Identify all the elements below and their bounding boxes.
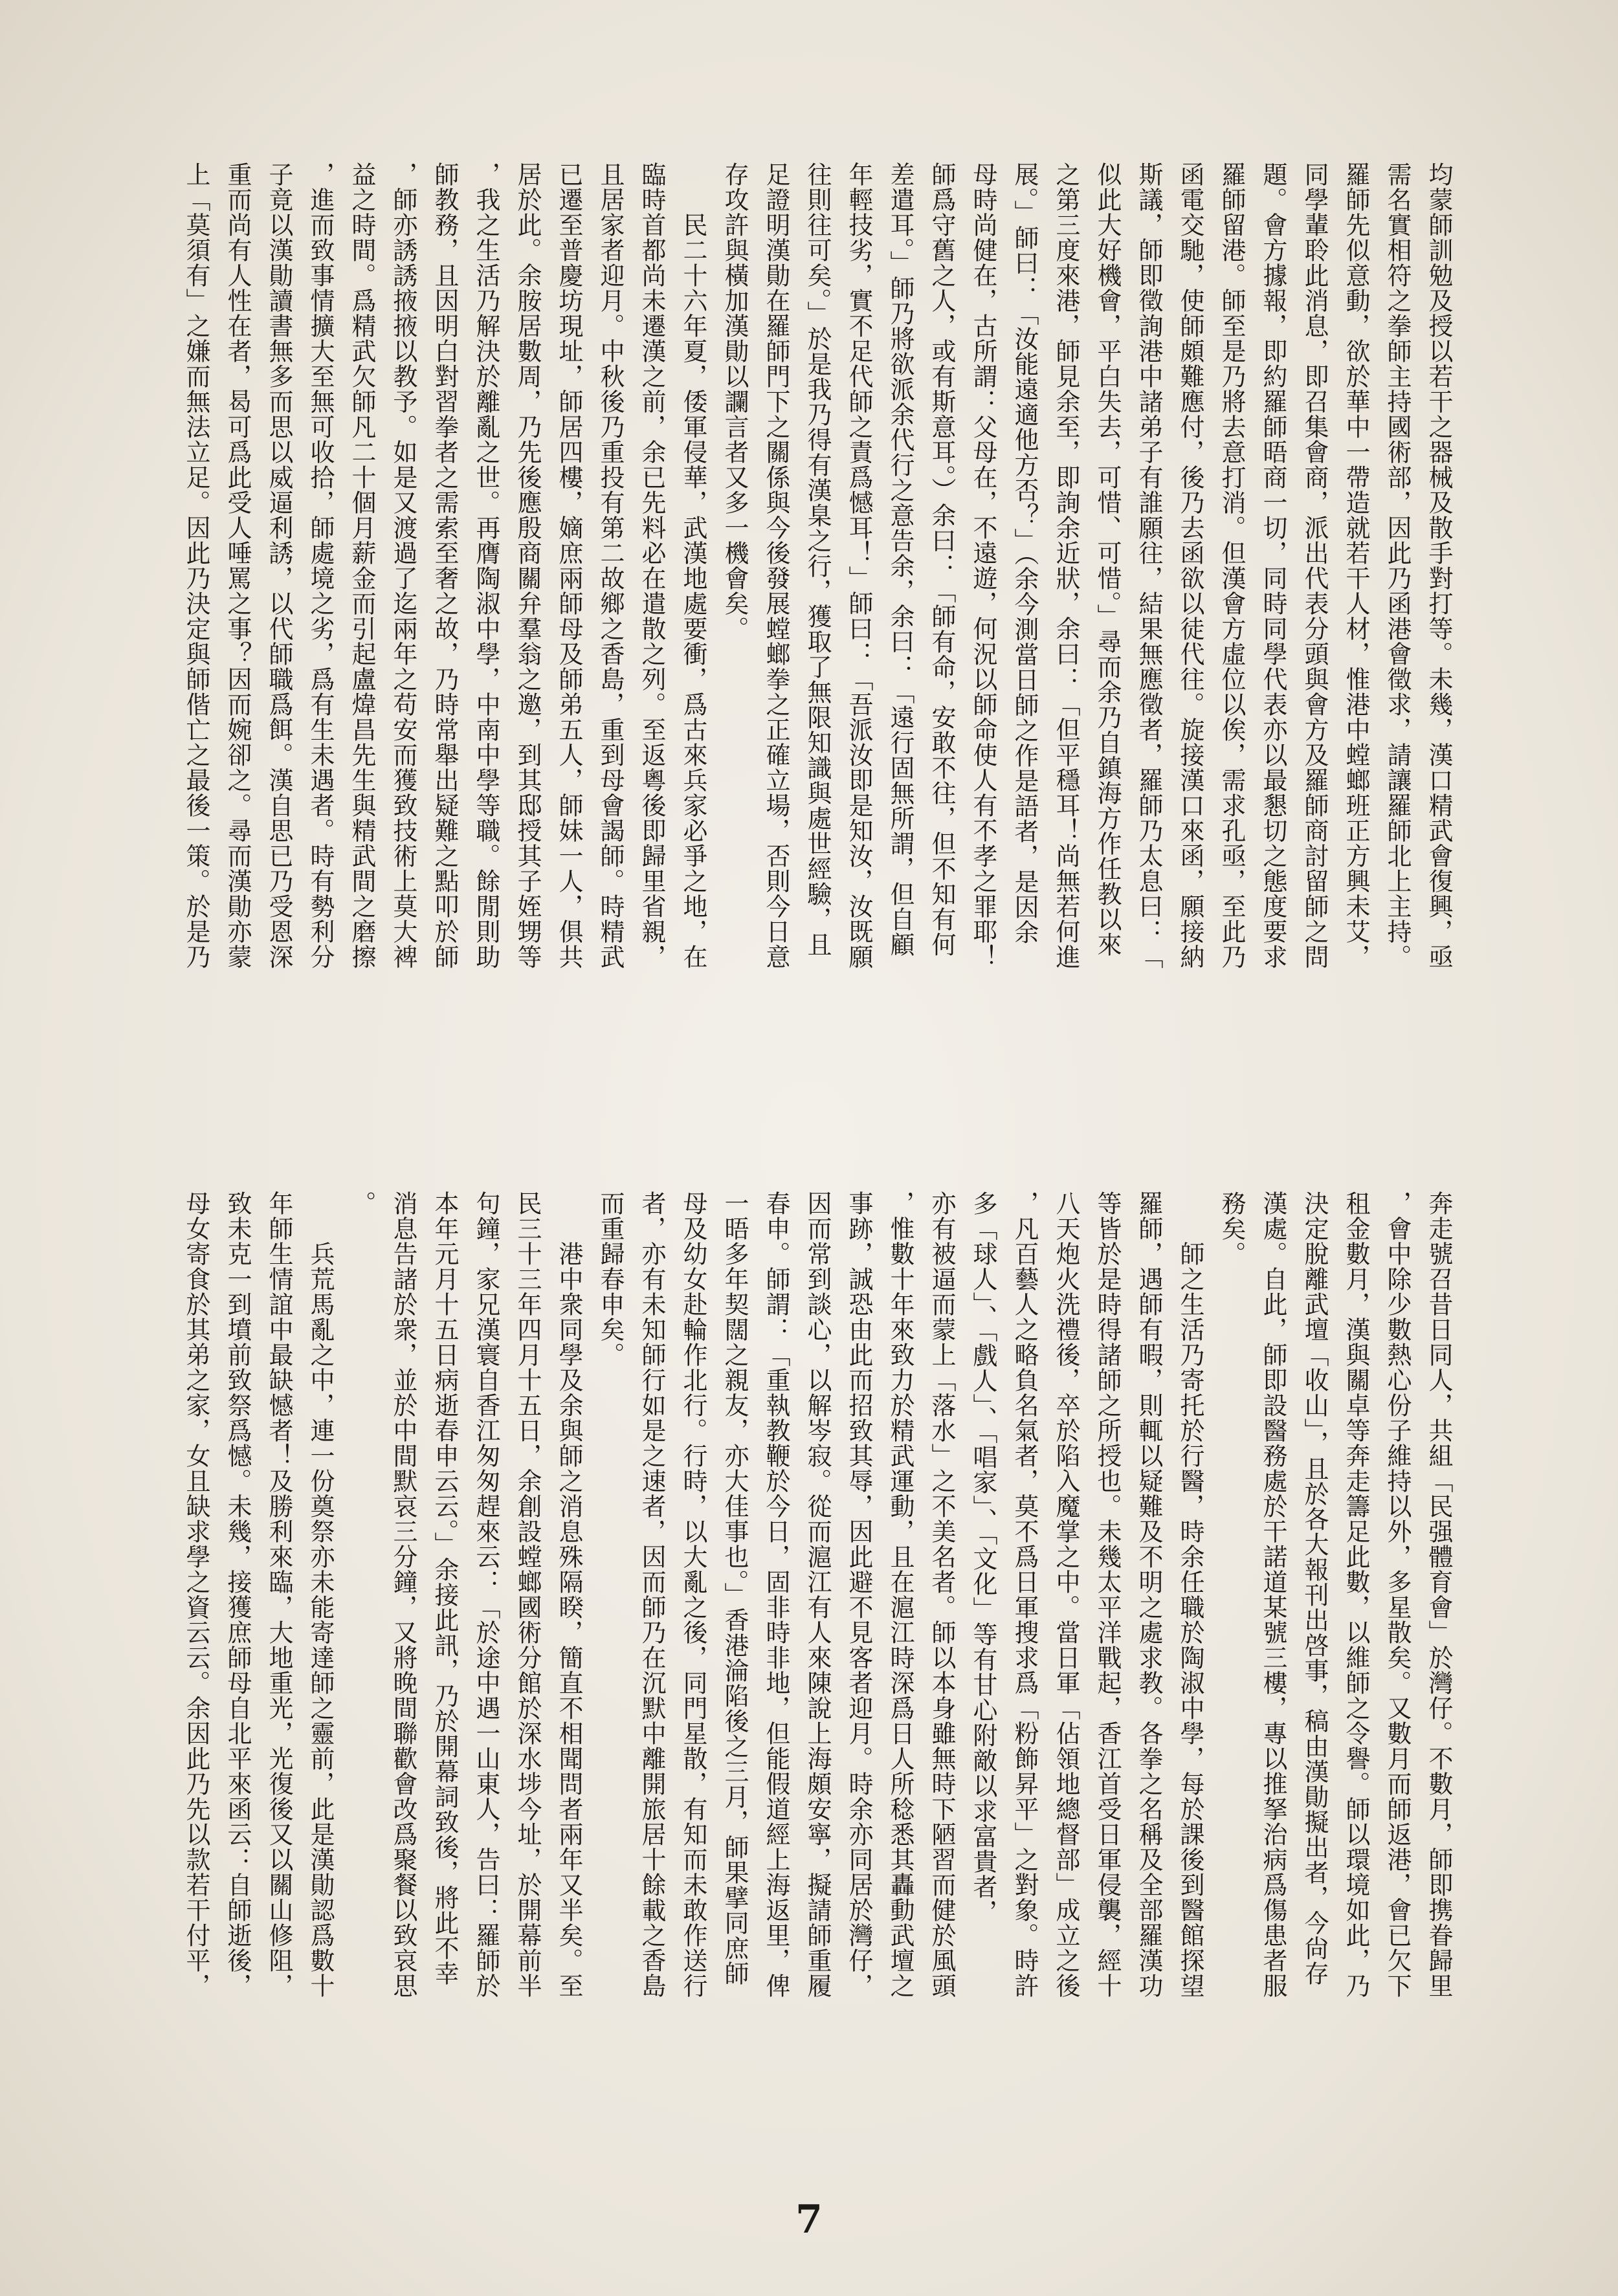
text-column: ，師亦誘誘掖掖以教予。如是又渡過了迄兩年之苟安而獲致技術上莫大裨 <box>389 162 417 969</box>
text-column: 母女寄食於其弟之家，女且缺求學之資云云。余因此乃先以款若干付平， <box>182 1191 210 1998</box>
page-number: 7 <box>795 2197 823 2242</box>
text-column: 展。」師曰：「汝能遠適他方否？」（余今測當日師之作是語者，是因余 <box>1010 162 1039 945</box>
text-column: 師教務，且因明白對習拳者之需索至奢之故，乃時常舉出疑難之點叩於師 <box>430 162 459 969</box>
text-column: 句鐘，家兄漢寰自香江匆匆趕來云：「於途中遇一山東人，告曰：羅師於 <box>472 1191 500 1998</box>
text-column: ，進而致事情擴大至無可收拾，師處境之劣，爲有生未遇者。時有勢利分 <box>306 162 335 969</box>
text-column: 羅師，遇師有暇，則輒以疑難及不明之處求教。各拳之名稱及全部羅漢功 <box>1135 1191 1163 1998</box>
text-column: 往則往可矣。」於是我乃得有漢臬之行，獲取了無限知識與處世經驗，且 <box>803 162 832 957</box>
text-column: 母時尚健在，古所謂：父母在，不遠遊，何況以師命使人有不孝之罪耶！ <box>969 162 997 969</box>
text-column: 。 <box>348 1191 376 1216</box>
text-column: 奔走號召昔日同人，共組「民强體育會」於灣仔。不數月，師即携眷歸里 <box>1424 1191 1453 1998</box>
text-column: 居於此。余胺居數周，乃先後應殷商關弁羣翁之邀，到其邸授其子姪甥等 <box>513 162 542 969</box>
text-column: 民二十六年夏，倭軍侵華，武漢地處要衝，爲古來兵家必爭之地，在 <box>679 162 707 969</box>
text-column: 子竟以漢勛讀書無多而思以威逼利誘，以代師職爲餌。漢自思已乃受恩深 <box>265 162 293 969</box>
text-column: 港中衆同學及余與師之消息殊隔睽，簡直不相聞問者兩年又半矣。至 <box>555 1191 583 1998</box>
text-column: 八天炮火洗禮後，卒於陷入魔掌之中。當日軍「佔領地總督部」成立之後 <box>1052 1191 1080 1998</box>
text-column: 差遣耳。」師乃將欲派余代行之意告余，余曰：「遠行固無所謂，但自顧 <box>886 162 914 957</box>
text-column: 且居家者迎月。中秋後乃重投有第二故鄉之香島，重到母會謁師。時精武 <box>596 162 625 969</box>
text-column: 臨時首都尚未遷漢之前，余已先料必在遣散之列。至返粵後即歸里省親， <box>637 162 666 969</box>
text-column: 漢處。自此，師即設醫務處於干諾道某號三樓，專以推拏治病爲傷患者服 <box>1259 1191 1287 1998</box>
text-column: 師爲守舊之人，或有斯意耳。）余曰：「師有命，安敢不往，但不知有何 <box>927 162 956 957</box>
text-column: 均蒙師訓勉及授以若干之器械及散手對打等。未幾，漢口精武會復興，亟 <box>1424 162 1453 969</box>
upper-text-block <box>149 162 1459 1184</box>
text-column: 民三十三年四月十五日，余創設螳螂國術分館於深水埗今址，於開幕前半 <box>513 1191 542 1998</box>
text-column: 本年元月十五日病逝春申云云。」余接此訊，乃於開幕詞致後，將此不幸 <box>430 1191 459 1986</box>
text-column: 需名實相符之拳師主持國術部，因此乃函港會徵求，請讓羅師北上主持。 <box>1383 162 1412 969</box>
text-column: 足證明漢勛在羅師門下之關係與今後發展螳螂拳之正確立場，否則今日意 <box>762 162 790 969</box>
text-column: ，凡百藝人之略負名氣者，莫不爲日軍搜求爲「粉飾昇平」之對象。時許 <box>1010 1191 1039 1998</box>
text-column: 租金數月，漢與關卓等奔走籌足此數，以維師之令譽。師以環境如此，乃 <box>1342 1191 1370 1998</box>
text-column: 消息告諸於衆，並於中間默哀三分鐘，又將晚間聯歡會改爲聚餐以致哀思 <box>389 1191 417 1998</box>
text-column: 因而常到談心，以解岑寂。從而滬江有人來陳說上海頗安寧，擬請師重履 <box>803 1191 832 1998</box>
text-column: 同學輩聆此消息，即召集會商，派出代表分頭與會方及羅師商討留師之問 <box>1300 162 1329 969</box>
text-column: ，我之生活乃解決於離亂之世。再膺陶淑中學，中南中學等職。餘閒則助 <box>472 162 500 969</box>
text-column: 兵荒馬亂之中，連一份奠祭亦未能寄達師之靈前，此是漢勛認爲數十 <box>306 1191 335 1998</box>
text-column: 等皆於是時得諸師之所授也。未幾太平洋戰起，香江首受日軍侵襲，經十 <box>1093 1191 1122 1998</box>
text-column: 多「球人」、「戲人」、「唱家」、「文化」等有甘心附敵以求富貴者， <box>969 1191 997 1925</box>
text-column: 致未克一到墳前致祭爲憾。未幾，接獲庶師母自北平來函云：自師逝後， <box>223 1191 252 1998</box>
text-column: 務矣。 <box>1217 1191 1246 1266</box>
text-column: 而重歸春申矣。 <box>596 1191 625 1367</box>
text-column: 事跡，誠恐由此而招致其辱，因此避不見客者迎月。時余亦同居於灣仔， <box>845 1191 873 1998</box>
text-column: 之第三度來港，師見余至，即詢余近狀，余曰：「但平穩耳！尚無若何進 <box>1052 162 1080 969</box>
text-column: 上「莫須有」之嫌而無法立足。因此乃決定與師偕亡之最後一策。於是乃 <box>182 162 210 969</box>
text-column: 者，亦有未知師行如是之速者，因而師乃在沉默中離開旅居十餘載之香島 <box>637 1191 666 1998</box>
text-column: 亦有被逼而蒙上「落水」之不美名者。師以本身雖無時下陋習而健於風頭 <box>927 1191 956 1998</box>
lower-text-block <box>149 1191 1459 2187</box>
text-column: 年師生情誼中最缺憾者！及勝利來臨，大地重光，光復後又以關山修阻， <box>265 1191 293 1998</box>
text-column: 存攻許與橫加漢勛以讕言者又多一機會矣。 <box>720 162 749 641</box>
text-column: 題。會方據報，即約羅師晤商一切，同時同學代表亦以最懇切之態度要求 <box>1259 162 1287 969</box>
text-column: 重而尚有人性在者，曷可爲此受人唾罵之事？因而婉卻之。尋而漢勛亦蒙 <box>223 162 252 969</box>
text-column: 年輕技劣，實不足代師之責爲憾耳！」師曰：「吾派汝即是知汝，汝既願 <box>845 162 873 969</box>
text-column: 羅師先似意動，欲於華中一帶造就若干人材，惟港中螳螂班正方興未艾， <box>1342 162 1370 969</box>
text-column: 一晤多年契闊之親友，亦大佳事也。」香港淪陷後之三月，師果擘同庶師 <box>720 1191 749 1986</box>
text-column: ，惟數十年來致力於精武運動，且在滬江時深爲日人所稔悉其轟動武壇之 <box>886 1191 914 1998</box>
text-column: 斯議，師即徵詢港中諸弟子有誰願往，結果無應徵者，羅師乃太息曰：「 <box>1135 162 1163 969</box>
text-column: 羅師留港。師至是乃將去意打消。但漢會方虛位以俟，需求孔亟，至此乃 <box>1217 162 1246 969</box>
text-column: 師之生活乃寄托於行醫，時余任職於陶淑中學，每於課後到醫館探望 <box>1176 1191 1204 1998</box>
text-column: 函電交馳，使師頗難應付，後乃去函欲以徒代往。旋接漢口來函，願接納 <box>1176 162 1204 969</box>
text-column: 益之時間。爲精武欠師凡二十個月薪金而引起盧煒昌先生與精武間之磨擦 <box>348 162 376 969</box>
text-column: 已遷至普慶坊現址，師居四樓，嫡庶兩師母及師弟五人，師妹一人，俱共 <box>555 162 583 969</box>
text-column: 春申。師謂：「重執教鞭於今日，固非時非地，但能假道經上海返里，俾 <box>762 1191 790 1998</box>
text-column: 決定脫離武壇「收山」，且於各大報刊出啓事，稿由漢勛擬出者，今尙存 <box>1300 1191 1329 1986</box>
text-column: ，會中除少數熱心份子維持以外，多星散矣。又數月而師返港，會已欠下 <box>1383 1191 1412 1998</box>
text-column: 似此大好機會，平白失去，可惜、可惜。」尋而余乃自鎮海方作任教以來 <box>1093 162 1122 957</box>
text-column: 母及幼女赴輪作北行。行時，以大亂之後，同門星散，有知而未敢作送行 <box>679 1191 707 1998</box>
